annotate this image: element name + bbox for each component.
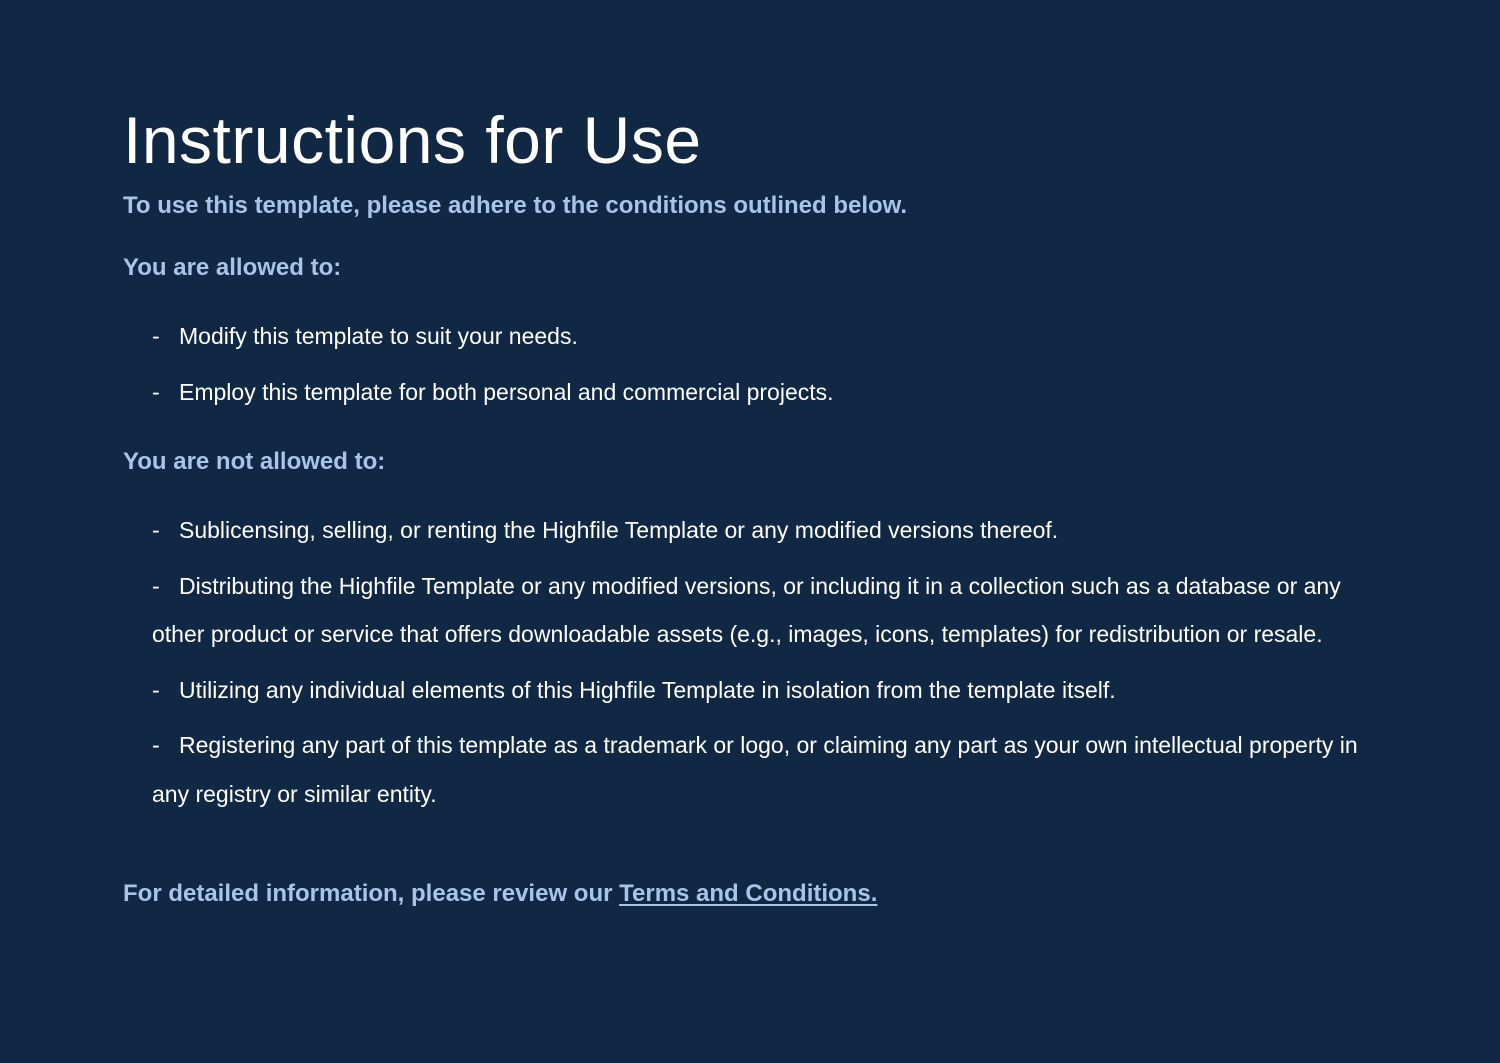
not-allowed-item [152,666,1372,715]
bullet-dash: - [152,323,160,349]
allowed-item-text: Modify this template to suit your needs. [179,323,578,349]
bullet-dash: - [152,732,160,758]
allowed-item-text: Employ this template for both personal and commercial projects. [179,378,834,405]
not-allowed-item-text: Utilizing any individual elements of this Highfile Template in isolation from the template itself. [179,676,1116,703]
footer-text: For detailed information, please review our [123,880,620,907]
bullet-dash: - [152,572,160,599]
terms-and-conditions-link[interactable]: Terms and Conditions. [619,880,878,907]
bullet-dash: - [152,378,160,405]
footer-note [123,878,1380,910]
page-title: Instructions for Use [123,103,702,177]
not-allowed-list [123,506,1372,818]
not-allowed-item-text: Distributing the Highfile Template or any modified versions, or including it in a collection such as a database or any other product or service that offers downloadable assets (e.g., images, icons, templates) for redistribution or resale. [152,572,1341,647]
not-allowed-item [152,562,1372,659]
bullet-dash: - [152,676,160,703]
not-allowed-heading: You are not allowed to: [123,448,386,475]
bullet-dash: - [152,517,160,543]
not-allowed-item [152,721,1372,818]
not-allowed-item-text: Sublicensing, selling, or renting the Highfile Template or any modified versions thereof. [179,517,1059,543]
allowed-item [152,368,1372,417]
not-allowed-item-text: Registering any part of this template as a trademark or logo, or claiming any part as your own intellectual property in any registry or similar entity. [152,732,1358,807]
page-subtitle: To use this template, please adhere to the conditions outlined below. [123,192,908,219]
allowed-item [152,312,1372,361]
allowed-heading: You are allowed to: [123,254,342,281]
not-allowed-item [152,506,1372,555]
allowed-list [123,312,1372,416]
